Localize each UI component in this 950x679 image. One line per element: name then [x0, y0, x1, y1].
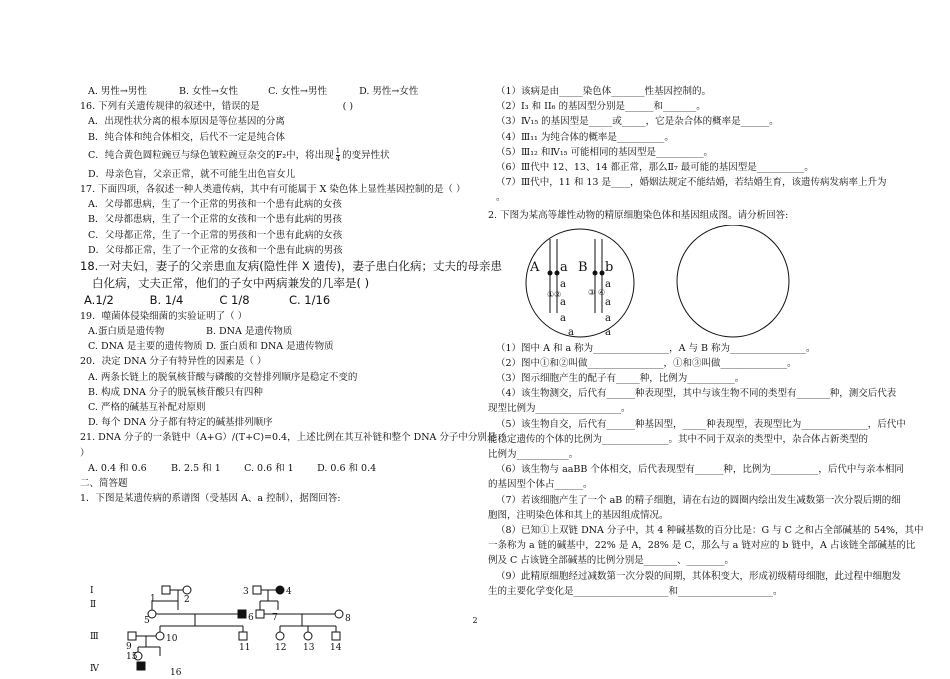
ped-label-14: 14	[330, 643, 342, 653]
circled-4: ④	[598, 287, 606, 297]
ped-label-12: 12	[275, 643, 287, 653]
q17-option-c: C．父母都正常，生了一个正常的男孩和一个患有此病的女孩	[88, 229, 343, 241]
q2-sub-9-cont: 生的主要化学变化是____________________和____________________。	[488, 585, 783, 597]
q19-option-c: C. DNA 是主要的遗传物质	[88, 341, 203, 353]
q15-options	[80, 84, 480, 99]
q21-options	[80, 461, 480, 476]
q15-option-d: D. 男性→女性	[359, 86, 419, 97]
ped-label-11: 11	[239, 643, 251, 653]
q20-option-b: B. 构成 DNA 分子的脱氧核苷酸只有四种	[88, 386, 263, 398]
gene-A: A	[530, 259, 540, 275]
q2-sub-5: （5）该生物自交，后代有______种基因型，_____种表现型，表现型比为______________，后代中	[496, 418, 906, 430]
label-a-7: a	[568, 326, 574, 338]
q2-sub-8-cont2: 例及 C 占该链全部碱基的比例分别是_______、________。	[488, 555, 735, 567]
ped-ind-3	[253, 586, 261, 594]
ped-gen-I: Ⅰ	[90, 586, 94, 596]
circled-2: ②	[554, 289, 562, 299]
ped-ind-12	[276, 632, 284, 640]
q2-sub-9: （9）此精原细胞经过减数第一次分裂的间期，其体积变大，形成初级精母细胞，此过程中细胞发	[496, 570, 902, 582]
q18-option-b: B. 1/4	[149, 292, 184, 307]
sperm-cell-circle	[526, 229, 634, 337]
q16-option-b: B．纯合体和纯合体相交，后代不一定是纯合体	[88, 131, 285, 143]
q2-sub-5-cont2: 比例为___________。	[488, 449, 579, 460]
ped-ind-14	[332, 632, 340, 640]
q2-sub-2: （2）图中①和②叫做________________，①和③叫做______________。	[496, 357, 797, 369]
q21-option-b: B. 2.5 和 1	[171, 462, 221, 474]
ped-ind-10	[156, 632, 164, 640]
q16-c-post: 的变异性状	[342, 149, 390, 161]
label-a-6: a	[605, 312, 611, 324]
ped-label-2: 2	[184, 595, 190, 605]
q21-option-d: D. 0.6 和 0.4	[317, 462, 377, 474]
ped-label-16: 16	[170, 668, 182, 678]
ped-gen-IV: Ⅳ	[90, 664, 99, 674]
q2-sub-7-cont: 胞图，注明染色体和其上的基因组成情况。	[488, 509, 669, 521]
frac-den: 4	[335, 154, 341, 163]
q2-sub-8: （8）已知①上双链 DNA 分子中，其 4 种碱基数的百分比是：G 与 C 之和占全部碱基的 54%，其中	[496, 524, 924, 536]
gene-B: B	[578, 259, 588, 275]
q2-sub-4: （4）该生物测交，后代有______种表现型，其中与该生物不同的类型有_______种，测交后代表	[496, 388, 897, 400]
ped-label-7: 7	[272, 613, 278, 623]
q20-option-a: A. 两条长链上的脱氧核苷酸与磷酸的交替排列顺序是稳定不变的	[88, 371, 358, 383]
circled-3: ③	[588, 287, 596, 297]
ped-label-10: 10	[166, 634, 178, 644]
label-a-5: a	[560, 312, 566, 324]
section-2-heading: 二、简答题	[80, 477, 128, 489]
q2-sub-8-cont: 一条称为 a 链的碱基中，22% 是 A，28% 是 C，那么与 a 链对应的 b 链中，A 占该链全部碱基的比	[488, 540, 916, 552]
q18-options	[80, 292, 480, 309]
ped-label-5: 5	[144, 616, 150, 626]
q19-row2	[80, 339, 480, 354]
q2-sub-5-cont: 能稳定遗传的个体的比例为______________。其中不同于双亲的类型中，杂合体占新类型的	[488, 433, 869, 445]
q1-sub-6: （6）Ⅲ代中 12、13、14 都正常，那么Ⅱ₇ 最可能的基因型是__________。	[496, 161, 814, 173]
label-a-2: a	[605, 278, 611, 290]
q19-stem: 19．噬菌体侵染细菌的实验证明了（ ）	[80, 310, 248, 322]
q16-stem-text: 16. 下列有关遗传规律的叙述中，错误的是	[80, 101, 260, 113]
ped-ind-16	[137, 662, 145, 670]
ped-label-4: 4	[286, 587, 292, 597]
q16-option-a: A．出现性状分离的根本原因是等位基因的分离	[88, 116, 285, 128]
q1-sub-5: （5）Ⅲ₁₂ 和Ⅳ₁₅ 可能相同的基因型是__________。	[496, 146, 713, 158]
q18-option-a: A.1/2	[84, 292, 114, 307]
right-column	[488, 84, 924, 599]
drawing-circle	[677, 225, 789, 337]
ped-ind-9	[128, 632, 136, 640]
q2-sub-6-cont: 的基因型个体占______。	[488, 479, 593, 491]
q1-sub-2: （2）I₃ 和 II₆ 的基因型分别是______和_______。	[496, 101, 706, 113]
cell-diagram	[488, 225, 888, 341]
ped-label-9: 9	[126, 642, 132, 652]
ped-gen-III: Ⅲ	[90, 632, 99, 642]
circled-1: ①	[547, 289, 555, 299]
gene-a: a	[560, 259, 568, 275]
q18-line2: 白化病，丈夫正常，他们的子女中两病兼发的几率是( )	[92, 275, 370, 290]
q16-paren: ( )	[342, 101, 354, 113]
q21-option-c: C. 0.6 和 1	[244, 462, 294, 474]
q19-option-d: D. 蛋白质和 DNA 是遗传物质	[206, 341, 334, 353]
q1-sub-1: （1）该病是由_____染色体_______性基因控制的。	[496, 86, 712, 97]
q20-option-d: D. 每个 DNA 分子都有特定的碱基排列顺序	[88, 417, 273, 429]
q2-stem: 2. 下图为某高等雄性动物的精原细胞染色体和基因组成图。请分析回答:	[488, 209, 789, 221]
q21-stem-text: 21. DNA 分子的一条链中（A+G）/(T+C)=0.4，上述比例在其互补链和整个 DNA 分子中分别是（	[80, 432, 506, 444]
q15-option-c: C. 女性→男性	[268, 86, 327, 97]
q1-sub-4: （4）Ⅲ₁₁ 为纯合体的概率是__________。	[496, 131, 674, 143]
ped-gen-II: Ⅱ	[90, 600, 97, 610]
ped-ind-2	[183, 586, 191, 594]
pedigree-chart	[90, 583, 380, 679]
ped-label-6: 6	[248, 613, 254, 623]
q2-sub-6: （6）该生物与 aaBB 个体相交，后代表现型有______种，比例为__________，后代中与亲本相同	[496, 464, 904, 476]
frac-num: 1	[335, 146, 341, 155]
label-a-4: a	[605, 296, 611, 308]
q16-c-pre: C．纯合黄色圆粒豌豆与绿色皱粒豌豆杂交的F₂中，将出现	[88, 149, 334, 161]
q15-option-b: B. 女性→女性	[179, 86, 239, 97]
q16-stem	[80, 99, 480, 114]
ped-ind-4	[276, 586, 284, 594]
left-column	[80, 84, 506, 678]
q1-sub-7: （7）Ⅲ代中，11 和 13 是____，婚姻法规定不能结婚，若结婚生育，该遗传病发病率上升为	[496, 177, 887, 189]
q16-fraction	[336, 148, 340, 163]
q20-option-c: C. 严格的碱基互补配对原则	[88, 402, 206, 413]
q21-option-a: A. 0.4 和 0.6	[88, 462, 147, 474]
ped-label-15: 15	[126, 652, 138, 662]
ped-label-1: 1	[150, 594, 156, 604]
label-a-3: a	[560, 296, 566, 308]
q19-row1	[80, 324, 480, 339]
ped-label-8: 8	[345, 614, 351, 624]
ped-ind-11	[239, 632, 247, 640]
ped-label-13: 13	[303, 643, 315, 653]
q21-paren-end: ）	[80, 447, 90, 459]
q1-stem: 1．下图是某遗传病的系谱图（受基因 A、a 控制），据图回答:	[80, 493, 341, 505]
ped-ind-1	[162, 586, 170, 594]
q2-sub-4-cont: 现型比例为__________________。	[488, 403, 631, 415]
q19-option-a: A.蛋白质是遗传物	[88, 326, 165, 338]
q2-sub-7: （7）若该细胞产生了一个 aB 的精子细胞，请在右边的圆圈内绘出发生减数第一次分裂后期的细	[496, 494, 901, 506]
q18-line1: 18.一对夫妇，妻子的父亲患血友病(隐性伴 X 遗传)，妻子患白化病；丈夫的母亲患	[80, 258, 502, 273]
q18-option-c: C 1/8	[219, 292, 250, 307]
q16-option-d: D．母亲色盲，父亲正常，就不可能生出色盲女儿	[88, 168, 296, 180]
ped-ind-13	[304, 632, 312, 640]
q1-sub-7-end: 。	[496, 192, 506, 204]
q2-sub-3: （3）图示细胞产生的配子有_____种，比例为__________。	[496, 373, 745, 385]
q17-option-a: A．父母都患病，生了一个正常的男孩和一个患有此病的女孩	[88, 199, 342, 211]
q1-sub-3: （3）Ⅳ₁₅ 的基因型是_____或_____，它是杂合体的概率是______。	[496, 116, 779, 128]
q21-stem	[80, 430, 506, 445]
q2-sub-1: （1）图中 A 和 a 称为________________，A 与 B 称为________________。	[496, 342, 816, 354]
q17-option-d: D．父母都正常，生了一个正常的女孩和一个患有此病的男孩	[88, 244, 343, 256]
q20-stem: 20．决定 DNA 分子有特异性的因素是（ ）	[80, 356, 267, 368]
q18-option-d: C. 1/16	[288, 292, 331, 307]
q19-option-b: B. DNA 是遗传物质	[206, 326, 293, 338]
ped-label-3: 3	[243, 587, 249, 597]
label-a-1: a	[560, 278, 566, 290]
q17-stem: 17. 下面四项，各叙述一种人类遗传病，其中有可能属于 X 染色体上显性基因控制的是（ ）	[80, 183, 466, 195]
gene-b: b	[605, 259, 614, 275]
page-number: 2	[472, 616, 478, 625]
q15-option-a: A. 男性→男性	[88, 86, 147, 97]
q17-option-b: B．父母都患病，生了一个正常的女孩和一个患有此病的男孩	[88, 214, 342, 226]
label-a-8: a	[605, 326, 611, 338]
q16-option-c	[80, 145, 480, 167]
